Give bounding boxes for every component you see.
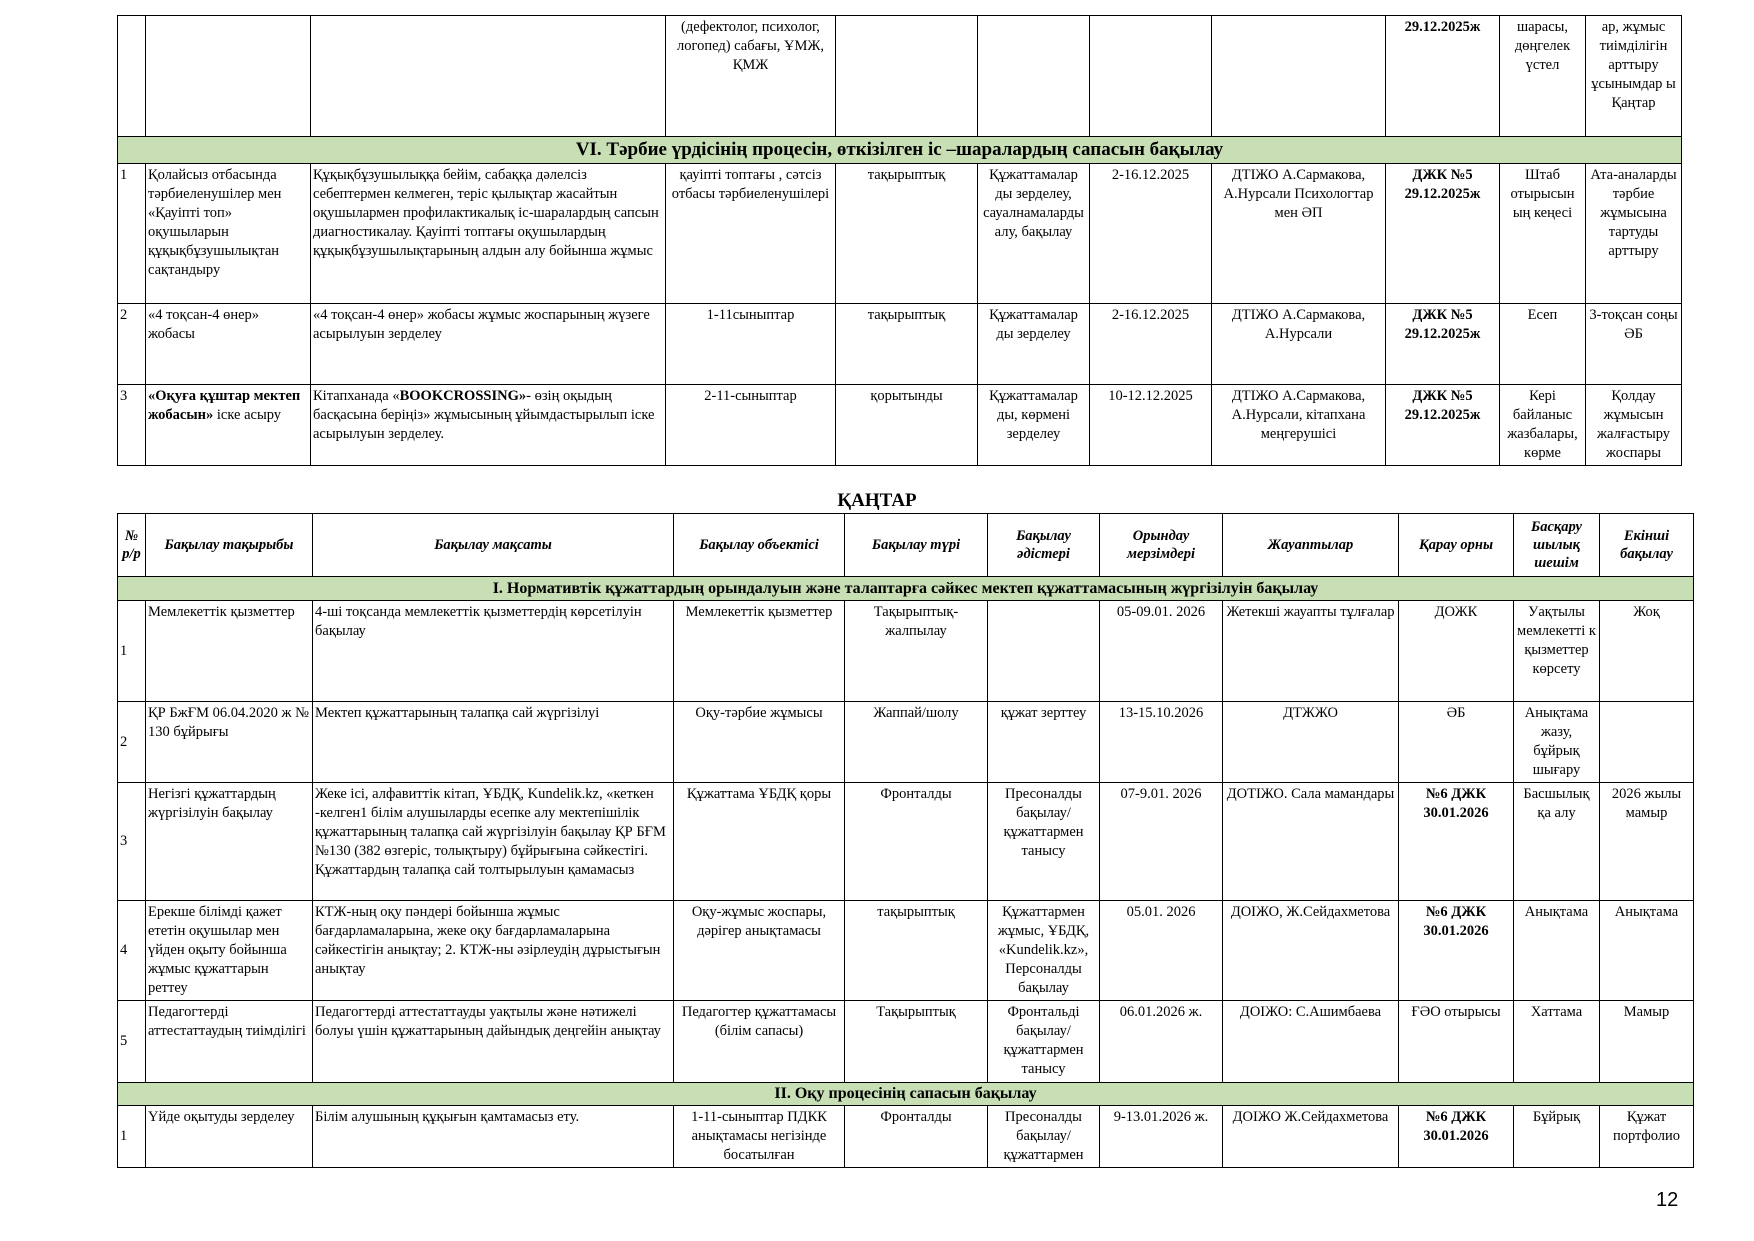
- date-cell: 9-13.01.2026 ж.: [1100, 1106, 1223, 1168]
- row-number: 4: [118, 901, 146, 1001]
- place-cell: №6 ДЖК 30.01.2026: [1399, 901, 1514, 1001]
- object-cell: қауіпті топтағы , сәтсіз отбасы тәрбиеленушілері: [666, 164, 836, 304]
- place-cell: №6 ДЖК 30.01.2026: [1399, 1106, 1514, 1168]
- section-row: [118, 577, 1694, 601]
- header-goal: Бақылау мақсаты: [313, 514, 674, 577]
- method-cell: Құжаттамалар ды зерделеу: [978, 304, 1090, 385]
- goal-cell: «4 тоқсан-4 өнер» жобасы жұмыс жоспарының жүзеге асырылуын зерделеу: [311, 304, 666, 385]
- table-row: [118, 601, 1694, 702]
- table-row: [118, 1106, 1694, 1168]
- decision-cell: Есеп: [1500, 304, 1586, 385]
- goal-cell: Мектеп құжаттарының талапқа сай жүргізілуі: [313, 702, 674, 783]
- responsible-cell: Жетекші жауапты тұлғалар: [1223, 601, 1399, 702]
- place-cell: ӘБ: [1399, 702, 1514, 783]
- responsible-cell: ДОІЖО, Ж.Сейдахметова: [1223, 901, 1399, 1001]
- december-control-table: [117, 15, 1682, 466]
- decision-cell: Кері байланыс жазбалары, көрме: [1500, 385, 1586, 466]
- header-date: Орындау мерзімдері: [1100, 514, 1223, 577]
- section-title: ІІ. Оқу процесінің сапасын бақылау: [118, 1083, 1694, 1106]
- place-cell: ҒӘО отырысы: [1399, 1001, 1514, 1083]
- object-cell: 1-11-сыныптар ПДКК анықтамасы негізінде босатылған: [674, 1106, 845, 1168]
- type-cell: қорытынды: [836, 385, 978, 466]
- second-control-cell: Анықтама: [1600, 901, 1694, 1001]
- date-cell: 2-16.12.2025: [1090, 164, 1212, 304]
- header-responsible: Жауаптылар: [1223, 514, 1399, 577]
- type-cell: Фронталды: [845, 1106, 988, 1168]
- type-cell: тақырыптық: [836, 304, 978, 385]
- place-cell: ДЖК №5 29.12.2025ж: [1386, 385, 1500, 466]
- topic-cell: Ерекше білімді қажет ететін оқушылар мен үйден оқыту бойынша жұмыс құжаттарын реттеу: [146, 901, 313, 1001]
- object-cell: 2-11-сыныптар: [666, 385, 836, 466]
- second-control-cell: Мамыр: [1600, 1001, 1694, 1083]
- method-cell: Пресоналды бақылау/ құжаттармен: [988, 1106, 1100, 1168]
- second-control-cell: [1600, 702, 1694, 783]
- header-decision: Басқару шылық шешім: [1514, 514, 1600, 577]
- method-cell: [988, 601, 1100, 702]
- topic-cell: [146, 385, 311, 466]
- topic-cell: Педагогтерді аттестаттаудың тиімділігі: [146, 1001, 313, 1083]
- section-row: [118, 137, 1682, 164]
- page-number: 12: [1656, 1189, 1679, 1211]
- goal-bold: BOOKCROSSING»: [399, 388, 527, 404]
- topic-bold: «Оқуға құштар мектеп жобасын»: [148, 388, 301, 423]
- goal-cell: Құқықбұзушылыққа бейім, сабаққа дәлелсіз себептермен келмеген, теріс қылықтар жасайтын оқушылармен профилактикалық іс-шаралардың сапсын диагностикалау. Қауіпті топтағы оқушылардың құқықбұзушылықтарының алдын алу бойынша жұмыс: [311, 164, 666, 304]
- place-cell: ДЖК №5 29.12.2025ж: [1386, 304, 1500, 385]
- object-cell: (дефектолог, психолог, логопед) сабағы, ҰМЖ, ҚМЖ: [666, 16, 836, 137]
- header-second-control: Екінші бақылау: [1600, 514, 1694, 577]
- header-row: [118, 514, 1694, 577]
- date-cell: 13-15.10.2026: [1100, 702, 1223, 783]
- decision-cell: Бұйрық: [1514, 1106, 1600, 1168]
- method-cell: Құжаттамалар ды зерделеу, сауалнамаларды алу, бақылау: [978, 164, 1090, 304]
- responsible-cell: ДОІЖО Ж.Сейдахметова: [1223, 1106, 1399, 1168]
- decision-cell: Басшылық қа алу: [1514, 783, 1600, 901]
- place-cell: 29.12.2025ж: [1386, 16, 1500, 137]
- second-control-cell: Қолдау жұмысын жалғастыру жоспары: [1586, 385, 1682, 466]
- header-method: Бақылау әдістері: [988, 514, 1100, 577]
- decision-cell: Анықтама: [1514, 901, 1600, 1001]
- decision-cell: Анықтама жазу, бұйрық шығару: [1514, 702, 1600, 783]
- place-cell: ДОЖК: [1399, 601, 1514, 702]
- responsible-cell: ДОТІЖО. Сала мамандары: [1223, 783, 1399, 901]
- method-cell: құжат зерттеу: [988, 702, 1100, 783]
- row-number: 3: [118, 385, 146, 466]
- section-title: VI. Тәрбие үрдісінің процесін, өткізілген іс –шаралардың сапасын бақылау: [118, 137, 1682, 164]
- second-control-cell: 2026 жылы мамыр: [1600, 783, 1694, 901]
- header-object: Бақылау объектісі: [674, 514, 845, 577]
- type-cell: тақырыптық: [845, 901, 988, 1001]
- row-number: 3: [118, 783, 146, 901]
- table-row: [118, 385, 1682, 466]
- topic-cell: Үйде оқытуды зерделеу: [146, 1106, 313, 1168]
- object-cell: Құжаттама ҰБДҚ қоры: [674, 783, 845, 901]
- date-cell: 2-16.12.2025: [1090, 304, 1212, 385]
- goal-cell: 4-ші тоқсанда мемлекеттік қызметтердің көрсетілуін бақылау: [313, 601, 674, 702]
- goal-cell: КТЖ-ның оқу пәндері бойынша жұмыс бағдарламаларына, жеке оқу бағдарламаларына сәйкестігін анықтау; 2. КТЖ-ны әзірлеудің дұрыстығын анықтау: [313, 901, 674, 1001]
- header-type: Бақылау түрі: [845, 514, 988, 577]
- topic-cell: Қолайсыз отбасында тәрбиеленушілер мен «Қауіпті топ» оқушыларын құқықбұзушылықтан сақтандыру: [146, 164, 311, 304]
- second-control-cell: Жоқ: [1600, 601, 1694, 702]
- row-number: 5: [118, 1001, 146, 1083]
- decision-cell: Уақтылы мемлекетті к қызметтер көрсету: [1514, 601, 1600, 702]
- goal-cell: Білім алушының құқығын қамтамасыз ету.: [313, 1106, 674, 1168]
- table-row: [118, 304, 1682, 385]
- header-place: Қарау орны: [1399, 514, 1514, 577]
- responsible-cell: ДОІЖО: С.Ашимбаева: [1223, 1001, 1399, 1083]
- method-cell: Құжаттармен жұмыс, ҰБДҚ, «Kundelik.kz», Персоналды бақылау: [988, 901, 1100, 1001]
- goal-part: - өзің оқыдың басқасына беріңіз» жұмысының ұйымдастырылып іске асырылуын зерделеу.: [313, 388, 655, 442]
- object-cell: Оқу-тәрбие жұмысы: [674, 702, 845, 783]
- place-cell: ДЖК №5 29.12.2025ж: [1386, 164, 1500, 304]
- topic-cell: Мемлекеттік қызметтер: [146, 601, 313, 702]
- second-control-cell: 3-тоқсан соңы ӘБ: [1586, 304, 1682, 385]
- row-number: 2: [118, 702, 146, 783]
- second-control-cell: Құжат портфолио: [1600, 1106, 1694, 1168]
- topic-cell: Негізгі құжаттардың жүргізілуін бақылау: [146, 783, 313, 901]
- responsible-cell: ДТІЖО А.Сармакова, А.Нурсали, кітапхана меңгерушісі: [1212, 385, 1386, 466]
- object-cell: Оқу-жұмыс жоспары, дәрігер анықтамасы: [674, 901, 845, 1001]
- decision-cell: шарасы, дөңгелек үстел: [1500, 16, 1586, 137]
- type-cell: Тақырыптық-жалпылау: [845, 601, 988, 702]
- method-cell: Пресоналды бақылау/ құжаттармен танысу: [988, 783, 1100, 901]
- january-control-table: [117, 513, 1694, 1168]
- continuation-row: [118, 16, 1682, 137]
- table-row: [118, 901, 1694, 1001]
- row-number: 2: [118, 304, 146, 385]
- header-topic: Бақылау тақырыбы: [146, 514, 313, 577]
- section-row: [118, 1083, 1694, 1106]
- type-cell: Жаппай/шолу: [845, 702, 988, 783]
- object-cell: Педагогтер құжаттамасы (білім сапасы): [674, 1001, 845, 1083]
- responsible-cell: ДТІЖО А.Сармакова, А.Нурсали: [1212, 304, 1386, 385]
- type-cell: тақырыптық: [836, 164, 978, 304]
- object-cell: 1-11сыныптар: [666, 304, 836, 385]
- date-cell: 06.01.2026 ж.: [1100, 1001, 1223, 1083]
- goal-part: Кітапханада «: [313, 388, 400, 404]
- type-cell: Тақырыптық: [845, 1001, 988, 1083]
- table-row: [118, 702, 1694, 783]
- table-row: [118, 164, 1682, 304]
- object-cell: Мемлекеттік қызметтер: [674, 601, 845, 702]
- method-cell: Құжаттамалар ды, көрмені зерделеу: [978, 385, 1090, 466]
- goal-cell: Педагогтерді аттестаттауды уақтылы және нәтижелі болуы үшін құжаттарының дайындық деңгейін анықтау: [313, 1001, 674, 1083]
- responsible-cell: ДТЖЖО: [1223, 702, 1399, 783]
- method-cell: Фронтальді бақылау/ құжаттармен танысу: [988, 1001, 1100, 1083]
- place-cell: №6 ДЖК 30.01.2026: [1399, 783, 1514, 901]
- goal-cell: [311, 385, 666, 466]
- date-cell: 10-12.12.2025: [1090, 385, 1212, 466]
- decision-cell: Штаб отырысын ың кеңесі: [1500, 164, 1586, 304]
- month-title: ҚАҢТАР: [837, 490, 917, 511]
- date-cell: 05-09.01. 2026: [1100, 601, 1223, 702]
- topic-cell: «4 тоқсан-4 өнер» жобасы: [146, 304, 311, 385]
- topic-cell: ҚР БжҒМ 06.04.2020 ж № 130 бұйрығы: [146, 702, 313, 783]
- type-cell: Фронталды: [845, 783, 988, 901]
- table-row: [118, 783, 1694, 901]
- section-title: І. Нормативтік құжаттардың орындалуын және талаптарға сәйкес мектеп құжаттамасының жүргізілуін бақылау: [118, 577, 1694, 601]
- row-number: 1: [118, 164, 146, 304]
- responsible-cell: ДТІЖО А.Сармакова, А.Нурсали Психологтар мен ӘП: [1212, 164, 1386, 304]
- date-cell: 05.01. 2026: [1100, 901, 1223, 1001]
- table-row: [118, 1001, 1694, 1083]
- second-control-cell: Ата-аналарды тәрбие жұмысына тартуды арттыру: [1586, 164, 1682, 304]
- second-control-cell: ар, жұмыс тиімділігін арттыру ұсынымдар ы Қаңтар: [1586, 16, 1682, 137]
- date-cell: 07-9.01. 2026: [1100, 783, 1223, 901]
- row-number: 1: [118, 601, 146, 702]
- goal-cell: Жеке ісі, алфавиттік кітап, ҰБДҚ, Kundelik.kz, «кеткен -келген1 білім алушыларды есепке алу мектепішілік құжаттарының талапқа сай жүргізілуін бақылау ҚР БҒМ №130 (382 өзгеріс, толықтыру) бұйрығына сәйкестігі. Құжаттардың талапқа сай толтырылуын қамамасыз: [313, 783, 674, 901]
- row-number: 1: [118, 1106, 146, 1168]
- header-number: № р/р: [118, 514, 146, 577]
- decision-cell: Хаттама: [1514, 1001, 1600, 1083]
- topic-rest: іске асыру: [216, 407, 282, 423]
